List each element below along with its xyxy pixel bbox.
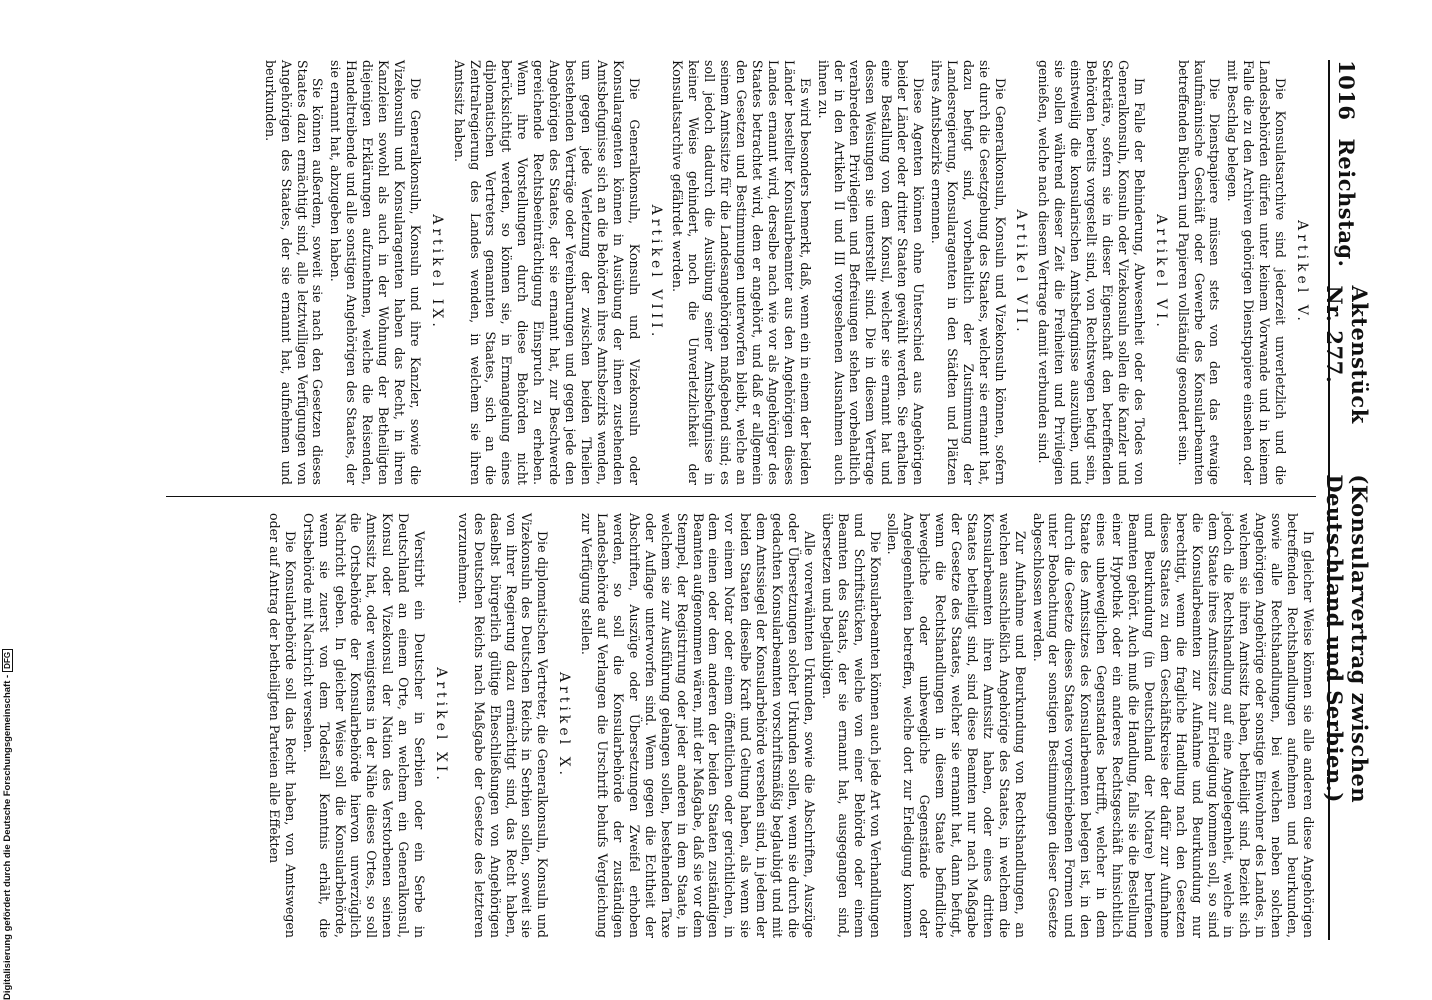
article-heading: Artikel X.	[556, 671, 573, 780]
paragraph: Zur Aufnahme und Beurkundung von Rechtshandlungen, an welchen ausschließlich Angehörige des Staates, in welchem die Konsularbeamten ihren Amtssitz haben, oder eines dritten Staates betheiligt sind, sind diese Beamten nur nach Maßgabe der Gesetze des Staates, welcher sie ernannt hat, dann befugt, wenn die Rechtshandlungen in diesem Staate befindliche bewegliche oder unbewegliche Gegenstände oder Angelegenheiten betreffen, welche dort zur Erledigung kommen sollen.	[885, 513, 1028, 938]
paragraph: Die diplomatischen Vertreter, die Generalkonsuln, Konsuln und Vizekonsuln des Deutschen Reichs in Serbien sollen, soweit sie von ihrer Regierung dazu ermächtigt sind, das Recht haben, daselbst bürgerlich gültige Eheschließungen von Angehörigen des Deutschen Reichs nach Maßgabe der Gesetze des letzteren vorzunehmen.	[455, 513, 551, 938]
digitization-credit	[0, 604, 14, 1000]
paragraph: Die Konsulatsarchive sind jederzeit unverletzlich und die Landesbehörden dürfen unter keinem Vorwande und in keinem Falle die zu den Archiven gehörigen Dienstpapiere einsehen oder mit Beschlag belegen.	[1225, 60, 1289, 485]
paragraph: Verstirbt ein Deutscher in Serbien oder ein Serbe in Deutschland an einem Orte, an welchem ein Generalkonsul, Konsul oder Vizekonsul der Nation des Verstorbenen seinen Amtssitz hat, oder wenigstens in der Nähe dieses Ortes, so soll die Ortsbehörde der Konsularbehörde hiervon unverzüglich Nachricht geben. In gleicher Weise soll die Konsularbehörde, wenn sie zuerst von dem Todesfall Kenntnis erhält, die Ortsbehörde mit Nachricht versehen.	[300, 513, 428, 938]
article-heading: Artikel VI.	[1152, 214, 1169, 331]
article-heading: Artikel IX.	[428, 214, 445, 331]
credit-text: Digitalisierung gefördert durch die Deutsche Forschungsgemeinschaft -	[1, 674, 13, 1000]
page-number: 1016	[1334, 60, 1360, 121]
header-document: Aktenstück Nr. 277.	[1322, 285, 1372, 424]
paragraph: Die Generalkonsuln, Konsuln und Vizekonsuln oder Konsularagenten können in Ausübung der ihnen zustehenden Amtsbefugnisse sich an die Behörden ihres Amtsbezirks wenden, um gegen jede Verletzung der zwischen beiden Theilen bestehenden Verträge oder Vereinbarungen und gegen jede den Angehörigen des Staates, der sie ernannt hat, zur Beschwerde gereichende Rechtsbeeinträchtigung Einspruch zu erheben. Wenn ihre Vorstellungen durch diese Behörden nicht berücksichtigt werden, so können sie, in Ermangelung eines diplomatischen Vertreters genannten Staates, sich an die Zentralregierung des Landes wenden, in welchem sie ihren Amtssitz haben.	[451, 60, 642, 485]
header-subject: (Konsularvertrag zwischen Deutschland und Serbien.)	[1322, 474, 1372, 804]
paragraph: Die Generalkonsuln, Konsuln und ihre Kanzler, sowie die Vizekonsuln und Konsularagenten haben das Recht, in ihren Kanzleien sowohl als auch in der Wohnung der Betheiligten diejenigen Erklärungen aufzunehmen, welche die Reisenden, Handeltreibende und alle sonstigen Angehörigen des Staates, der sie ernannt hat, abzugeben haben.	[328, 60, 423, 485]
paragraph: Sie können außerdem, soweit sie nach den Gesetzen dieses Staates dazu ermächtigt sind, alle letztwilligen Verfügungen von Angehörigen des Staates, der sie ernannt hat, aufnehmen und beurkunden.	[262, 60, 326, 485]
rotated-page	[104, 0, 1404, 1000]
paragraph: In gleicher Weise können sie alle anderen diese Angehörigen betreffenden Rechtshandlungen aufnehmen und beurkunden, sowie alle Rechtshandlungen, bei welchen neben solchen Angehörigen Angehörige oder sonstige Einwohner des Landes, in welchem sie ihren Amtssitz haben, betheiligt sind. Bezieht sich jedoch die Rechtshandlung auf eine Angelegenheit, welche in dem Staate ihres Amtssitzes zur Erledigung kommen soll, so sind die Konsularbeamten zur Aufnahme und Beurkundung nur berechtigt, wenn die fragliche Handlung nach den Gesetzen dieses Staates zu dem Geschäftskreise der dafür zur Aufnahme und Beurkundung (in Deutschland der Notare) berufenen Beamten gehört. Auch muß die Handlung, falls sie die Bestellung einer Hypothek oder ein anderes Rechtsgeschäft hinsichtlich eines unbeweglichen Gegenstandes betrifft, welcher in dem Staate des Amtssitzes des Konsularbeamten belegen ist, in den durch die Gesetze dieses Staates vorgeschriebenen Formen und unter Beobachtung der sonstigen Bestimmungen dieser Gesetze abgeschlossen werden.	[1030, 513, 1316, 938]
paragraph: Die Konsularbehörde soll das Recht haben, von Amtswegen oder auf Antrag der betheiligten Parteien alle Effekten	[266, 513, 298, 938]
paragraph: Im Falle der Behinderung, Abwesenheit oder des Todes von Generalkonsuln, Konsuln oder Vizekonsuln sollen die Kanzler und Sekretäre, sofern sie in dieser Eigenschaft den betreffenden Behörden bereits vorgestellt sind, von Rechtswegen befugt sein, einstweilig die konsularischen Amtsbefugnisse auszuüben, und sie sollen während dieser Zeit die Freiheiten und Privilegien genießen, welche nach diesem Vertrage damit verbunden sind.	[1036, 60, 1147, 485]
left-column	[260, 60, 1316, 485]
article-heading: Artikel V.	[1294, 220, 1310, 325]
paragraph: Die Dienstpapiere müssen stets von den das etwaige kaufmännische Geschäft oder Gewerbe des Konsularbeamten betreffenden Büchern und Papieren vollständig gesondert sein.	[1175, 60, 1223, 485]
paragraph: Die Generalkonsuln, Konsuln und Vizekonsuln können, sofern sie durch die Gesetzgebung des Staates, welcher sie ernannt hat, dazu befugt sind, vorbehaltlich der Zustimmung der Landesregierung, Konsularagenten in den Städten und Plätzen ihres Amtsbezirks ernennen.	[928, 60, 1008, 485]
article-heading: Artikel VIII.	[647, 204, 664, 341]
column-divider	[166, 496, 1316, 497]
paragraph: Es wird besonders bemerkt, daß, wenn ein in einem der beiden Länder bestellter Konsularbeamter aus den Angehörigen dieses Landes ernannt wird, derselbe nach wie vor als Angehöriger des Staates betrachtet wird, dem er angehört, und daß er allgemein den Gesetzen und Bestimmungen unterworfen bleibt, welche an seinem Amtssitze für die Landesangehörigen maßgebend sind; es soll jedoch dadurch die Ausübung seiner Amtsbefugnisse in keiner Weise gehindert, noch die Unverletzlichkeit der Konsulatsarchive gefährdet werden.	[670, 60, 813, 485]
paragraph: Die Konsularbeamten können auch jede Art von Verhandlungen und Schriftstücken, welche von einer Behörde oder einem Beamten des Staats, der sie ernannt hat, ausgegangen sind, übersetzen und beglaubigen.	[819, 513, 883, 938]
article-heading: Artikel XI.	[432, 667, 449, 784]
page-header	[1322, 60, 1372, 940]
right-column	[264, 513, 1316, 938]
header-source: Reichstag.	[1334, 138, 1360, 268]
dfg-logo: DFG	[2, 649, 13, 672]
paragraph: Alle vorerwähnten Urkunden, sowie die Abschriften, Auszüge oder Übersetzungen solcher Urkunden sollen, wenn sie durch die gedachten Konsularbeamten vorschriftsmäßig beglaubigt und mit dem Amtssiegel der Konsularbehörde versehen sind, in jedem der beiden Staaten dieselbe Kraft und Geltung haben, als wenn sie vor einem Notar oder einem öffentlichen oder gerichtlichen, in dem einen oder dem anderen der beiden Staaten zuständigen Beamten aufgenommen wären, mit der Maßgabe, daß sie vor dem Stempel, der Registrirung oder jeder anderen in dem Staate, in welchem sie zur Ausführung gelangen sollen, bestehenden Taxe oder Auflage unterworfen sind. Wenn gegen die Echtheit der Abschriften, Auszüge oder Übersetzungen Zweifel erhoben werden, so soll die Konsularbehörde der zuständigen Landesbehörde auf Verlangen die Urschrift behufs Vergleichung zur Verfügung stellen.	[579, 513, 817, 938]
article-heading: Artikel VII.	[1013, 209, 1030, 336]
paragraph: Diese Agenten können ohne Unterschied aus Angehörigen beider Länder oder dritter Staaten gewählt werden. Sie erhalten eine Bestallung von dem Konsul, welcher sie ernannt hat und dessen Weisungen sie unterstellt sind. Die in diesem Vertrage verabredeten Privilegien und Befreiungen stehen vorbehaltlich der in den Artikeln II und III vorgesehenen Ausnahmen auch ihnen zu.	[815, 60, 927, 485]
